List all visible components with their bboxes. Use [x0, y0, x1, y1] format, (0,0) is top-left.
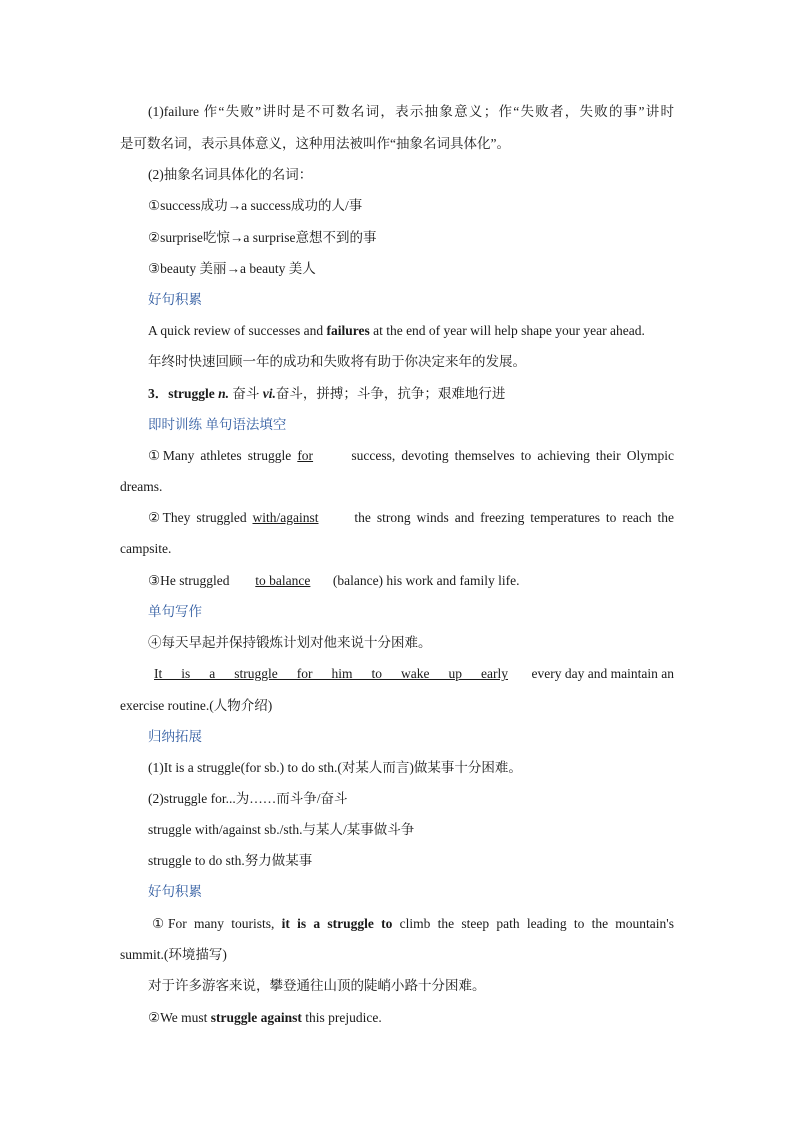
- vocab-entry-struggle: 3．struggle n. 奋斗 vi.奋斗，拼搏；斗争，抗争；艰难地行进: [148, 386, 506, 401]
- section-label-good-sentences-2: 好句积累: [148, 884, 202, 899]
- paragraph-failure-note-cont: 是可数名词，表示具体意义，这种用法被叫作“抽象名词具体化”。: [120, 136, 510, 151]
- exercise-2: ②They struggled with/against the strong winds and freezing temperatures to reach the: [148, 508, 674, 528]
- example-surprise: ②surprise吃惊→a surprise意想不到的事: [148, 230, 377, 245]
- example-sentence-translation: 对于许多游客来说，攀登通往山顶的陡峭小路十分困难。: [148, 978, 486, 993]
- answer-blank: It is a struggle for him to wake up early: [154, 666, 508, 681]
- example-success: ①success成功→a success成功的人/事: [148, 198, 363, 213]
- paragraph-failure-note: (1)failure 作“失败”讲时是不可数名词，表示抽象意义；作“失败者，失败的事”讲时: [148, 104, 674, 119]
- sentence-successes-failures: A quick review of successes and failures at the end of year will help shape your year ahead.: [148, 323, 645, 338]
- exercise-4-prompt: ④每天早起并保持锻炼计划对他来说十分困难。: [148, 635, 432, 650]
- exercise-4-answer: It is a struggle for him to wake up earlyevery day and maintain an: [148, 664, 674, 684]
- example-beauty: ③beauty 美丽→a beauty 美人: [148, 261, 316, 276]
- summary-item-1: (1)It is a struggle(for sb.) to do sth.(对某人而言)做某事十分困难。: [148, 760, 522, 775]
- sentence-translation: 年终时快速回顾一年的成功和失败将有助于你决定来年的发展。: [148, 354, 526, 369]
- summary-item-4: struggle to do sth.努力做某事: [148, 853, 313, 868]
- answer-blank: for: [297, 448, 314, 463]
- answer-blank: with/against: [252, 510, 319, 525]
- exercise-3: ③He struggled to balance (balance) his work and family life.: [148, 571, 674, 591]
- section-label-writing: 单句写作: [148, 604, 202, 619]
- summary-item-3: struggle with/against sb./sth.与某人/某事做斗争: [148, 822, 415, 837]
- example-sentence-tourists-cont: summit.(环境描写): [120, 947, 227, 962]
- abstract-noun-heading: (2)抽象名词具体化的名词：: [148, 167, 313, 182]
- example-sentence-prejudice: ②We must struggle against this prejudice.: [148, 1010, 382, 1025]
- summary-item-2: (2)struggle for...为……而斗争/奋斗: [148, 791, 348, 806]
- example-sentence-tourists: ①For many tourists, it is a struggle to climb the steep path leading to the mountain's: [152, 916, 674, 931]
- exercise-4-cont: exercise routine.(人物介绍): [120, 698, 273, 713]
- section-label-good-sentences: 好句积累: [148, 292, 202, 307]
- exercise-1: ①Many athletes struggle for success, devoting themselves to achieving their Olympic: [148, 446, 674, 466]
- section-label-practice: 即时训练 单句语法填空: [148, 417, 287, 432]
- section-label-summary: 归纳拓展: [148, 729, 202, 744]
- exercise-2-cont: campsite.: [120, 541, 172, 556]
- answer-blank: to balance: [255, 573, 311, 588]
- exercise-1-cont: dreams.: [120, 479, 163, 494]
